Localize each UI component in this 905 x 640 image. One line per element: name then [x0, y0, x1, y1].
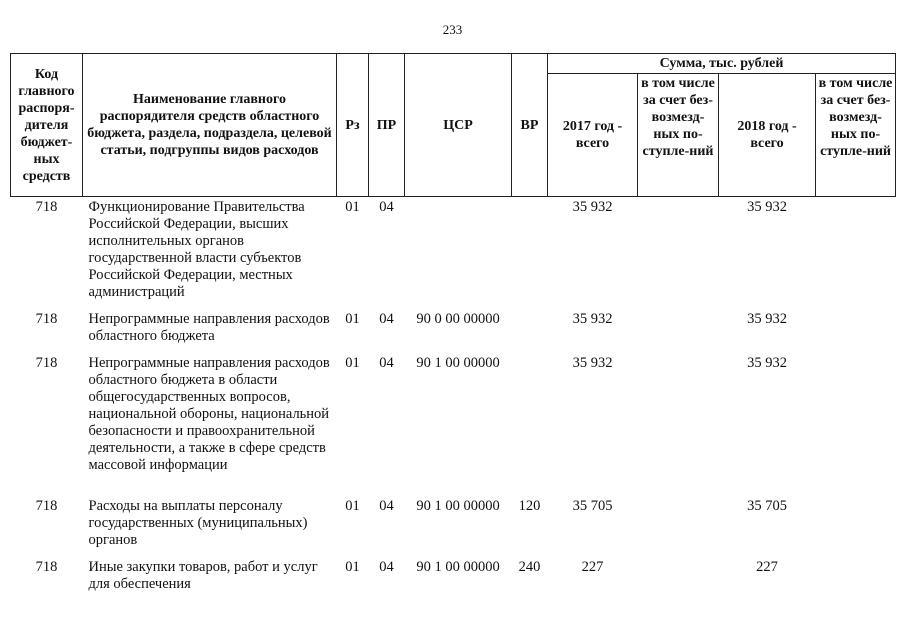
cell-vr: [512, 353, 548, 496]
cell-sum-2017: 227: [581, 559, 604, 575]
cell-code: 718: [35, 355, 58, 371]
cell-sum-2018: 35 932: [747, 311, 787, 327]
cell-name: Иные закупки товаров, работ и услуг для обеспечения: [88, 559, 318, 592]
cell-code: 718: [35, 498, 58, 514]
page-number: 233: [442, 22, 463, 37]
table-row: [11, 309, 896, 353]
cell-sum-2018: 35 932: [747, 199, 787, 215]
budget-table-container: [10, 53, 895, 601]
budget-table: [10, 53, 896, 601]
cell-csr: 90 1 00 00000: [416, 498, 500, 514]
header-2017-total: 2017 год - всего: [548, 74, 638, 197]
header-sum-group: Сумма, тыс. рублей: [548, 54, 896, 74]
cell-rz: 01: [345, 199, 360, 215]
header-csr: ЦСР: [405, 54, 512, 197]
table-header: [11, 54, 896, 197]
cell-pr: 04: [379, 498, 394, 514]
cell-sum-2018: 35 705: [747, 498, 787, 514]
table-row: [11, 353, 896, 496]
cell-rz: 01: [345, 355, 360, 371]
cell-code: 718: [35, 559, 58, 575]
cell-csr: [405, 197, 512, 310]
cell-gratis-2018: [816, 496, 896, 557]
header-pr: ПР: [369, 54, 405, 197]
cell-sum-2017: 35 932: [572, 199, 613, 215]
table-row: [11, 197, 896, 310]
cell-gratis-2017: [638, 309, 719, 353]
cell-name: Непрограммные направления расходов областного бюджета: [88, 311, 330, 344]
header-2018-gratis: в том числе за счет без-возмезд-ных по-ступле-ний: [816, 74, 896, 197]
cell-sum-2018: 35 932: [747, 355, 787, 371]
cell-gratis-2017: [638, 496, 719, 557]
cell-gratis-2017: [638, 353, 719, 496]
cell-csr: 90 1 00 00000: [416, 355, 500, 371]
cell-vr: 120: [518, 498, 541, 514]
header-name: Наименование главного распорядителя средств областного бюджета, раздела, подраздела, целевой статьи, подгруппы видов расходов: [83, 54, 337, 197]
header-vr: ВР: [512, 54, 548, 197]
cell-gratis-2018: [816, 309, 896, 353]
cell-pr: 04: [379, 559, 394, 575]
cell-vr: [512, 197, 548, 310]
cell-gratis-2018: [816, 557, 896, 601]
table-body: [11, 197, 896, 602]
cell-gratis-2017: [638, 557, 719, 601]
cell-csr: 90 1 00 00000: [416, 559, 500, 575]
header-code: Код главного распоря-дителя бюджет-ных средств: [11, 54, 83, 197]
cell-rz: 01: [345, 559, 360, 575]
cell-sum-2017: 35 705: [572, 498, 613, 514]
cell-rz: 01: [345, 311, 360, 327]
cell-vr: 240: [518, 559, 541, 575]
cell-rz: 01: [345, 498, 360, 514]
cell-sum-2017: 35 932: [572, 355, 613, 371]
cell-vr: [512, 309, 548, 353]
cell-code: 718: [35, 311, 58, 327]
cell-pr: 04: [379, 355, 394, 371]
cell-name: Функционирование Правительства Российской Федерации, высших исполнительных органов государственной власти субъектов Российской Федерации, местных администраций: [88, 199, 305, 300]
header-2018-total: 2018 год - всего: [719, 74, 816, 197]
cell-sum-2017: 35 932: [572, 311, 613, 327]
cell-gratis-2018: [816, 353, 896, 496]
cell-name: Непрограммные направления расходов областного бюджета в области общегосударственных вопросов, национальной обороны, национальной безопасности и правоохранительной деятельности, а также в сфере средств массовой информации: [88, 355, 330, 473]
cell-pr: 04: [379, 311, 394, 327]
cell-gratis-2018: [816, 197, 896, 310]
table-row: [11, 496, 896, 557]
cell-code: 718: [35, 199, 58, 215]
header-2017-gratis: в том числе за счет без-возмезд-ных по-ступле-ний: [638, 74, 719, 197]
header-rz: Рз: [337, 54, 369, 197]
cell-name: Расходы на выплаты персоналу государственных (муниципальных) органов: [88, 498, 308, 548]
cell-sum-2018: 227: [756, 559, 778, 575]
table-row: [11, 557, 896, 601]
cell-csr: 90 0 00 00000: [416, 311, 500, 327]
cell-pr: 04: [379, 199, 394, 215]
cell-gratis-2017: [638, 197, 719, 310]
